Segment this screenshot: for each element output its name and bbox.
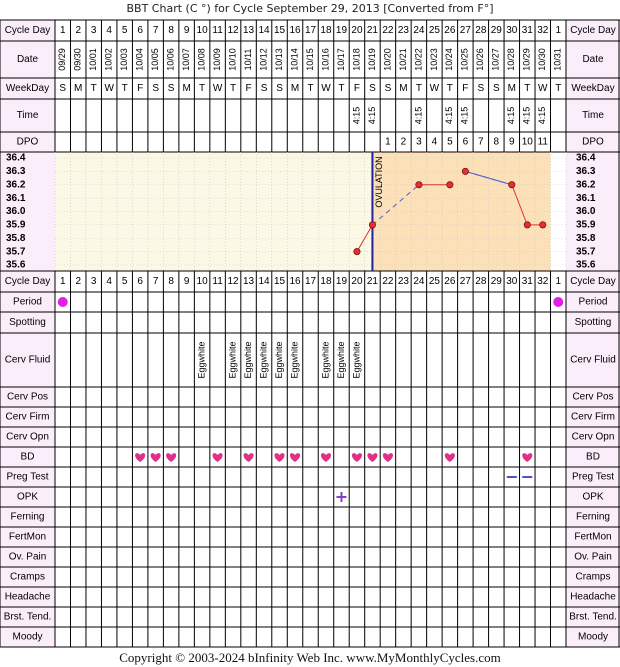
date-cell: 10/13 bbox=[273, 48, 284, 71]
date-cell: 10/27 bbox=[490, 48, 501, 71]
date-cell: 10/06 bbox=[165, 48, 176, 71]
cycle-day-cell: 9 bbox=[183, 25, 190, 37]
temp-tick-label: 36.3 bbox=[6, 166, 26, 178]
date-cell: 10/05 bbox=[150, 48, 161, 71]
row-label-period-right: Period bbox=[578, 296, 608, 308]
row-label-cycle-day: Cycle Day bbox=[4, 25, 51, 37]
bd-heart-icon bbox=[213, 453, 223, 462]
row-label-bd: BD bbox=[20, 451, 35, 463]
time-cell: 4:15 bbox=[521, 106, 532, 125]
bd-heart-icon bbox=[290, 453, 300, 462]
cycle-day-cell: 17 bbox=[304, 276, 317, 288]
dpo-cell: 2 bbox=[400, 136, 407, 148]
row-label-fertmon: FertMon bbox=[8, 531, 47, 543]
cerv-fluid-cell: Eggwhite bbox=[351, 341, 362, 379]
weekday-cell: S bbox=[167, 83, 175, 95]
cycle-day-cell: 29 bbox=[490, 25, 502, 37]
weekday-cell: F bbox=[462, 83, 469, 95]
date-cell: 09/29 bbox=[57, 48, 68, 71]
date-cell: 10/30 bbox=[537, 48, 548, 71]
weekday-cell: S bbox=[276, 83, 283, 95]
bd-heart-icon bbox=[383, 453, 393, 462]
weekday-cell: M bbox=[182, 83, 191, 95]
cycle-day-cell: 29 bbox=[490, 276, 502, 288]
cycle-day-cell: 15 bbox=[273, 25, 286, 37]
cycle-day-cell: 32 bbox=[537, 25, 549, 37]
bd-heart-icon bbox=[274, 453, 284, 462]
cycle-day-cell: 24 bbox=[413, 276, 425, 288]
date-cell: 10/21 bbox=[397, 48, 408, 71]
temp-tick-label-right: 36.2 bbox=[576, 179, 596, 191]
cycle-day-cell: 12 bbox=[227, 276, 239, 288]
dpo-cell: 11 bbox=[537, 136, 548, 148]
date-cell: 10/10 bbox=[227, 48, 238, 71]
temp-tick-label-right: 36.0 bbox=[576, 206, 596, 218]
date-cell: 10/12 bbox=[258, 48, 269, 71]
cycle-day-cell: 1 bbox=[555, 25, 562, 37]
weekday-cell: W bbox=[429, 83, 440, 95]
cycle-day-cell: 25 bbox=[428, 276, 440, 288]
cycle-day-cell: 14 bbox=[258, 276, 270, 288]
date-cell: 10/31 bbox=[552, 48, 563, 71]
weekday-cell: W bbox=[321, 83, 331, 95]
date-cell: 10/24 bbox=[444, 48, 455, 71]
cycle-day-cell: 20 bbox=[351, 276, 363, 288]
cycle-day-cell: 3 bbox=[90, 25, 97, 37]
temp-tick-label: 35.9 bbox=[6, 219, 26, 231]
weekday-cell: T bbox=[555, 83, 562, 95]
cycle-day-cell: 7 bbox=[152, 276, 159, 288]
row-label-moody-right: Moody bbox=[577, 631, 609, 643]
date-cell: 10/11 bbox=[242, 48, 253, 71]
row-label-date: Date bbox=[16, 54, 39, 66]
row-label-spotting: Spotting bbox=[9, 317, 46, 329]
date-cell: 10/07 bbox=[180, 48, 191, 71]
date-cell: 10/22 bbox=[413, 48, 424, 71]
weekday-cell: W bbox=[538, 83, 548, 95]
date-cell: 10/26 bbox=[475, 48, 486, 71]
time-cell: 4:15 bbox=[444, 106, 455, 125]
cycle-day-cell: 32 bbox=[537, 276, 549, 288]
row-label-cramps-right: Cramps bbox=[575, 571, 611, 583]
temp-tick-label: 35.7 bbox=[6, 246, 26, 258]
row-label-period: Period bbox=[13, 296, 42, 308]
row-label-time: Time bbox=[16, 110, 39, 122]
date-cell: 10/09 bbox=[211, 48, 222, 71]
temp-tick-label-right: 35.6 bbox=[576, 259, 596, 271]
cycle-day-cell: 16 bbox=[289, 276, 301, 288]
cerv-fluid-cell: Eggwhite bbox=[227, 341, 238, 379]
row-label-fertmon-right: FertMon bbox=[574, 531, 612, 543]
temp-tick-label: 36.1 bbox=[6, 192, 26, 204]
row-label-ov-pain-right: Ov. Pain bbox=[574, 551, 612, 563]
row-label-ferning: Ferning bbox=[10, 511, 45, 523]
date-cell: 10/19 bbox=[366, 48, 377, 71]
cycle-day-cell: 14 bbox=[258, 25, 270, 37]
row-label-headache-right: Headache bbox=[570, 591, 616, 603]
cycle-day-cell: 18 bbox=[320, 25, 332, 37]
weekday-cell: S bbox=[260, 83, 268, 95]
date-cell: 10/16 bbox=[320, 48, 331, 71]
temp-tick-label-right: 35.7 bbox=[576, 246, 596, 258]
row-label-cerv-firm: Cerv Firm bbox=[5, 411, 50, 423]
chart-title: BBT Chart (C °) for Cycle September 29, 2013 [Converted from F°] bbox=[126, 2, 494, 15]
temp-point bbox=[540, 222, 546, 228]
bd-heart-icon bbox=[244, 453, 254, 462]
time-cell: 4:15 bbox=[366, 106, 377, 125]
temp-tick-label: 35.8 bbox=[6, 232, 26, 244]
temp-tick-label-right: 36.4 bbox=[576, 152, 596, 164]
cycle-day-cell: 2 bbox=[75, 276, 82, 288]
row-label-preg-test-right: Preg Test bbox=[571, 471, 615, 483]
date-cell: 10/18 bbox=[351, 48, 362, 71]
weekday-cell: S bbox=[492, 83, 500, 95]
cycle-day-cell: 11 bbox=[212, 276, 223, 288]
weekday-cell: S bbox=[384, 83, 392, 95]
cycle-day-cell: 3 bbox=[90, 276, 97, 288]
row-label-weekday-right: WeekDay bbox=[571, 83, 615, 95]
period-marker bbox=[553, 297, 563, 307]
date-cell: 10/29 bbox=[521, 48, 532, 71]
weekday-cell: S bbox=[369, 83, 376, 95]
row-label-ov-pain: Ov. Pain bbox=[8, 551, 47, 563]
cycle-day-cell: 6 bbox=[137, 25, 143, 37]
row-label-cramps: Cramps bbox=[9, 571, 46, 583]
weekday-cell: T bbox=[307, 83, 314, 95]
row-label-cerv-opn: Cerv Opn bbox=[6, 431, 49, 443]
date-cell: 10/03 bbox=[119, 48, 130, 71]
temp-tick-label-right: 35.8 bbox=[576, 232, 596, 244]
row-label-cerv-firm-right: Cerv Firm bbox=[571, 411, 615, 423]
weekday-cell: F bbox=[245, 83, 252, 95]
cycle-day-cell: 22 bbox=[382, 25, 394, 37]
weekday-cell: M bbox=[507, 83, 516, 95]
cycle-day-cell: 24 bbox=[413, 25, 425, 37]
cerv-fluid-cell: Eggwhite bbox=[320, 341, 331, 379]
temp-tick-label: 36.4 bbox=[6, 152, 26, 164]
cycle-day-cell: 30 bbox=[506, 276, 518, 288]
dpo-cell: 7 bbox=[478, 136, 484, 148]
dpo-cell: 6 bbox=[462, 136, 469, 148]
temp-point bbox=[462, 168, 468, 174]
temp-tick-label-right: 36.1 bbox=[576, 192, 596, 204]
cycle-day-cell: 31 bbox=[521, 25, 533, 37]
cycle-day-cell: 21 bbox=[366, 25, 379, 37]
row-label-cycle-day-right: Cycle Day bbox=[570, 25, 616, 37]
date-cell: 10/01 bbox=[88, 48, 99, 71]
bd-heart-icon bbox=[321, 453, 331, 462]
row-label-ferning-right: Ferning bbox=[576, 511, 610, 523]
cycle-day-cell: 4 bbox=[106, 25, 112, 37]
weekday-cell: T bbox=[199, 83, 206, 95]
row-label-cerv-fluid-right: Cerv Fluid bbox=[570, 354, 616, 366]
date-cell: 10/04 bbox=[134, 48, 145, 71]
cycle-day-cell: 18 bbox=[320, 276, 332, 288]
dpo-cell: 5 bbox=[447, 136, 453, 148]
cycle-day-cell: 5 bbox=[121, 276, 128, 288]
cycle-day-cell: 31 bbox=[521, 276, 533, 288]
cerv-fluid-cell: Eggwhite bbox=[258, 341, 269, 379]
copyright-footer: Copyright © 2003-2024 bInfinity Web Inc. www.MyMonthlyCycles.com bbox=[119, 650, 501, 665]
dpo-cell: 3 bbox=[416, 136, 422, 148]
row-label-bd-right: BD bbox=[586, 451, 600, 463]
row-label-cerv-pos-right: Cerv Pos bbox=[572, 391, 614, 403]
temp-point bbox=[416, 182, 422, 188]
time-cell: 4:15 bbox=[537, 106, 548, 125]
weekday-cell: F bbox=[137, 83, 144, 95]
cycle-day-cell: 27 bbox=[459, 276, 471, 288]
cycle-day-cell: 5 bbox=[121, 25, 128, 37]
temp-point bbox=[447, 182, 453, 188]
weekday-cell: T bbox=[524, 83, 531, 95]
bd-heart-icon bbox=[352, 453, 362, 462]
dpo-cell: 9 bbox=[509, 136, 515, 148]
weekday-cell: T bbox=[338, 83, 345, 95]
bd-heart-icon bbox=[445, 453, 455, 462]
weekday-cell: S bbox=[152, 83, 159, 95]
date-cell: 10/15 bbox=[304, 48, 315, 71]
row-label-opk-right: OPK bbox=[582, 491, 604, 503]
temp-tick-label: 36.2 bbox=[6, 179, 26, 191]
weekday-cell: T bbox=[230, 83, 237, 95]
date-cell: 10/08 bbox=[196, 48, 207, 71]
weekday-cell: W bbox=[104, 83, 114, 95]
cerv-fluid-cell: Eggwhite bbox=[196, 341, 207, 379]
cycle-day-cell: 28 bbox=[475, 276, 487, 288]
time-cell: 4:15 bbox=[351, 106, 362, 125]
date-cell: 10/14 bbox=[289, 48, 300, 71]
row-label-brst-tend-right: Brst. Tend. bbox=[569, 611, 617, 623]
bd-heart-icon bbox=[522, 453, 532, 462]
cycle-day-cell: 19 bbox=[335, 25, 348, 37]
temp-tick-label: 35.6 bbox=[6, 259, 26, 271]
cycle-day-cell: 11 bbox=[212, 25, 223, 37]
cycle-day-cell: 10 bbox=[196, 25, 208, 37]
row-label-weekday: WeekDay bbox=[5, 83, 50, 95]
bd-heart-icon bbox=[135, 453, 145, 462]
cerv-fluid-cell: Eggwhite bbox=[289, 341, 300, 379]
row-label-preg-test: Preg Test bbox=[6, 471, 49, 483]
cycle-day-cell: 26 bbox=[444, 276, 456, 288]
cycle-day-cell: 13 bbox=[242, 276, 255, 288]
time-cell: 4:15 bbox=[413, 106, 424, 125]
cycle-day-cell: 23 bbox=[397, 25, 409, 37]
cerv-fluid-cell: Eggwhite bbox=[273, 341, 284, 379]
date-cell: 10/17 bbox=[335, 48, 346, 71]
date-cell: 10/25 bbox=[459, 48, 470, 71]
cycle-day-cell: 8 bbox=[168, 276, 174, 288]
row-label-cerv-fluid: Cerv Fluid bbox=[4, 354, 51, 366]
weekday-cell: F bbox=[353, 83, 361, 95]
date-cell: 09/30 bbox=[72, 48, 83, 71]
cycle-day-cell: 25 bbox=[428, 25, 440, 37]
date-cell: 10/28 bbox=[506, 48, 517, 71]
cycle-day-cell: 16 bbox=[289, 25, 301, 37]
cycle-day-cell: 21 bbox=[366, 276, 379, 288]
cycle-day-cell: 19 bbox=[335, 276, 348, 288]
weekday-cell: T bbox=[90, 83, 97, 95]
row-label-cerv-opn-right: Cerv Opn bbox=[571, 431, 615, 443]
cycle-day-cell: 9 bbox=[183, 276, 190, 288]
temp-tick-label-right: 36.3 bbox=[576, 166, 596, 178]
cycle-day-cell: 27 bbox=[459, 25, 471, 37]
weekday-cell: T bbox=[415, 83, 422, 95]
weekday-cell: M bbox=[74, 83, 83, 95]
cycle-day-cell: 12 bbox=[227, 25, 239, 37]
row-label-headache: Headache bbox=[4, 591, 51, 603]
bd-heart-icon bbox=[151, 453, 161, 462]
cycle-day-cell: 26 bbox=[444, 25, 456, 37]
row-label-opk: OPK bbox=[16, 491, 39, 503]
dpo-cell: 1 bbox=[385, 136, 391, 148]
row-label-cycle-day-bottom: Cycle Day bbox=[4, 276, 51, 288]
cycle-day-cell: 30 bbox=[506, 25, 518, 37]
temp-tick-label: 36.0 bbox=[6, 206, 26, 218]
date-cell: 10/20 bbox=[382, 48, 393, 71]
cycle-day-cell: 22 bbox=[382, 276, 394, 288]
cycle-day-cell: 4 bbox=[106, 276, 112, 288]
cycle-day-cell: 2 bbox=[75, 25, 82, 37]
dpo-cell: 8 bbox=[493, 136, 500, 148]
cycle-day-cell: 23 bbox=[397, 276, 409, 288]
weekday-cell: S bbox=[477, 83, 485, 95]
cycle-day-cell: 1 bbox=[555, 276, 562, 288]
time-cell: 4:15 bbox=[459, 106, 470, 125]
temp-point bbox=[524, 222, 530, 228]
row-label-date-right: Date bbox=[582, 54, 604, 66]
cycle-day-cell: 10 bbox=[196, 276, 208, 288]
dpo-cell: 4 bbox=[431, 136, 438, 148]
cycle-day-cell: 17 bbox=[304, 25, 317, 37]
row-label-dpo-right: DPO bbox=[582, 136, 604, 148]
weekday-cell: S bbox=[59, 83, 67, 95]
weekday-cell: T bbox=[446, 83, 453, 95]
row-label-dpo: DPO bbox=[16, 136, 39, 148]
bd-heart-icon bbox=[367, 453, 377, 462]
row-label-moody: Moody bbox=[12, 631, 43, 643]
period-marker bbox=[58, 297, 68, 307]
cycle-day-cell: 1 bbox=[59, 276, 66, 288]
cerv-fluid-cell: Eggwhite bbox=[335, 341, 346, 379]
row-label-cerv-pos: Cerv Pos bbox=[6, 391, 49, 403]
row-label-cycle-day-bottom-right: Cycle Day bbox=[570, 276, 616, 288]
temp-point bbox=[354, 248, 360, 254]
weekday-cell: W bbox=[212, 83, 223, 95]
weekday-cell: M bbox=[290, 83, 300, 95]
ovulation-label: OVULATION bbox=[373, 156, 384, 208]
cycle-day-cell: 28 bbox=[475, 25, 487, 37]
cycle-day-cell: 20 bbox=[351, 25, 363, 37]
cerv-fluid-cell: Eggwhite bbox=[242, 341, 253, 379]
date-cell: 10/02 bbox=[103, 48, 114, 71]
weekday-cell: T bbox=[121, 83, 128, 95]
cycle-day-cell: 15 bbox=[273, 276, 286, 288]
cycle-day-cell: 1 bbox=[59, 25, 66, 37]
row-label-brst-tend: Brst. Tend. bbox=[3, 611, 52, 623]
temp-point bbox=[509, 182, 515, 188]
pre-ovulation-area bbox=[55, 152, 372, 271]
date-cell: 10/23 bbox=[428, 48, 439, 71]
cycle-day-cell: 7 bbox=[152, 25, 159, 37]
dpo-cell: 10 bbox=[521, 136, 533, 148]
temp-point bbox=[369, 222, 375, 228]
time-cell: 4:15 bbox=[506, 106, 517, 125]
cycle-day-cell: 8 bbox=[168, 25, 174, 37]
cycle-day-cell: 13 bbox=[242, 25, 255, 37]
bd-heart-icon bbox=[166, 453, 176, 462]
cycle-day-cell: 6 bbox=[137, 276, 143, 288]
weekday-cell: M bbox=[399, 83, 408, 95]
row-label-spotting-right: Spotting bbox=[574, 317, 612, 329]
temp-tick-label-right: 35.9 bbox=[576, 219, 596, 231]
row-label-time-right: Time bbox=[582, 110, 604, 122]
